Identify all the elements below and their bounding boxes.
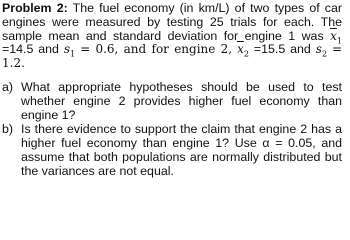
xbar1-variable: $\overline{x}_1$ (330, 28, 342, 45)
problem-heading: Problem 2: (2, 1, 68, 15)
problem-statement (2, 2, 342, 71)
problem-document (2, 2, 342, 179)
xbar2-value: =15.5 and (253, 42, 311, 57)
question-a-text: What appropriate hypotheses should be used to test whether engine 2 provides higher fuel economy than engine 1? (21, 79, 342, 122)
question-list (2, 81, 342, 179)
s2-value: 1.2. (2, 56, 25, 71)
question-b-text: Is there evidence to support the claim that engine 2 has a higher fuel economy than engine 1? Use α = 0.05, and assume that both populations are normally distributed but the variances are not equal. (21, 122, 342, 178)
xbar1-value: =14.5 and (2, 42, 59, 57)
xbar2-variable: $\overline{x}_2$ (237, 42, 249, 59)
question-b (2, 123, 342, 178)
s2-variable: $s_2$ (315, 42, 328, 59)
s1-value: = 0.6, and for engine 2, (80, 42, 233, 57)
question-b-label: b) (2, 122, 14, 137)
s2-equals: = (331, 42, 343, 57)
question-a (2, 81, 342, 122)
problem-text: The fuel economy (in km/L) of two types of car engines were measured by testing 25 trials for each. The sample mean and standard deviation for engine 1 was (2, 1, 342, 43)
s1-variable: $s_1$ (63, 42, 76, 59)
question-a-label: a) (2, 79, 14, 94)
